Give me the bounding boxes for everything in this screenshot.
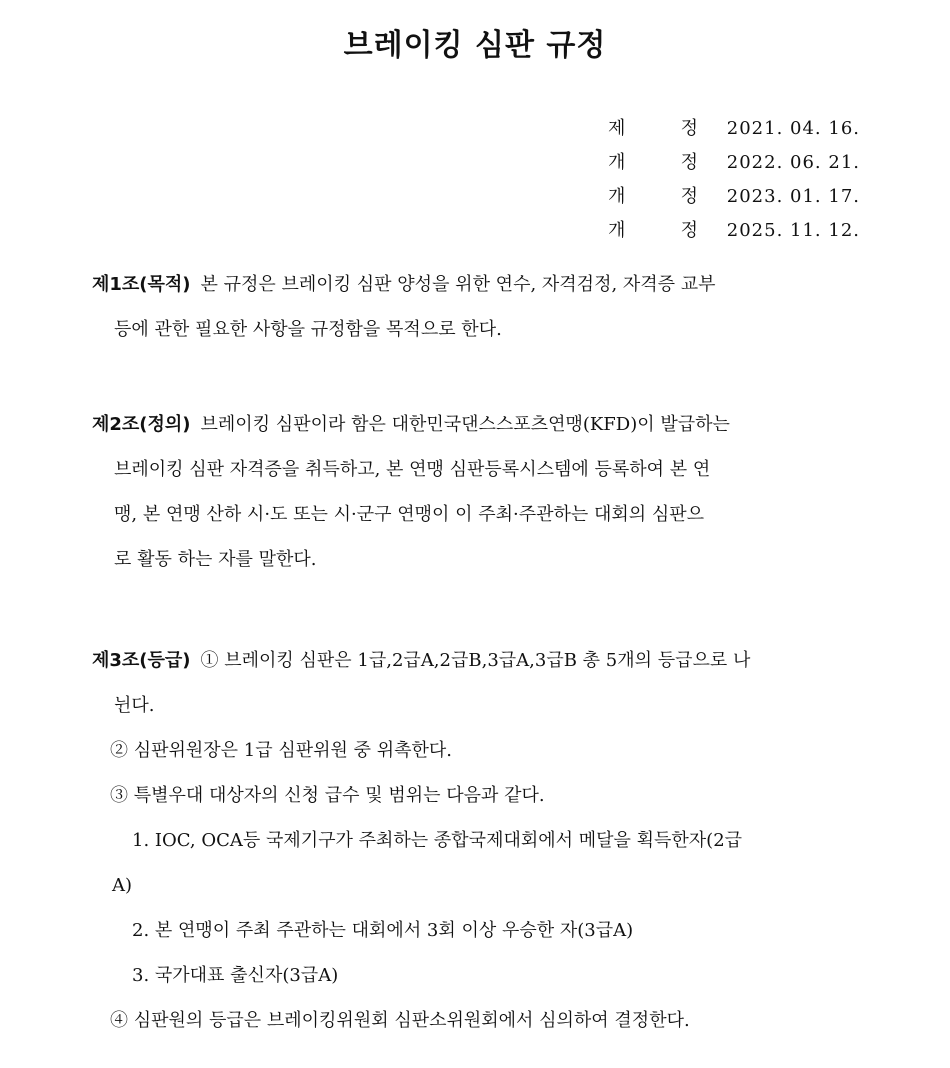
- revision-kind-char: 개: [608, 152, 626, 173]
- revision-row: [600, 214, 870, 248]
- revision-kind-char: 정: [680, 118, 698, 139]
- revision-row: [600, 180, 870, 214]
- document-title: 브레이킹 심판 규정: [343, 28, 607, 63]
- revision-kind: [608, 112, 698, 146]
- revision-date: 2023. 01. 17.: [726, 186, 860, 207]
- article-3-item-1: ① 브레이킹 심판은 1급,2급A,2급B,3급A,3급B 총 5개의 등급으로 나: [200, 650, 751, 671]
- article-2-line: 브레이킹 심판 자격증을 취득하고, 본 연맹 심판등록시스템에 등록하여 본 연: [114, 459, 711, 480]
- article-3-heading: 제3조(등급): [92, 650, 191, 671]
- revision-date: 2021. 04. 16.: [726, 118, 860, 139]
- revision-kind: [608, 214, 698, 248]
- article-1: [92, 262, 860, 352]
- article-2-text: 브레이킹 심판이라 함은 대한민국댄스스포츠연맹(KFD)이 발급하는: [200, 414, 730, 435]
- article-3-subitem-2: 2. 본 연맹이 주최 주관하는 대회에서 3회 이상 우승한 자(3급A): [132, 920, 634, 941]
- article-2-heading: 제2조(정의): [92, 414, 191, 435]
- revision-kind-char: 정: [680, 152, 698, 173]
- article-3-item-4: ④ 심판원의 등급은 브레이킹위원회 심판소위원회에서 심의하여 결정한다.: [110, 1010, 690, 1031]
- article-3-subitem-3: 3. 국가대표 출신자(3급A): [132, 965, 339, 986]
- article-3: [92, 638, 860, 1043]
- revision-kind-char: 제: [608, 118, 626, 139]
- article-2-line: 맹, 본 연맹 산하 시·도 또는 시·군구 연맹이 이 주최·주관하는 대회의 심판으: [114, 504, 705, 525]
- revision-kind-char: 개: [608, 186, 626, 207]
- article-1-line: 등에 관한 필요한 사항을 규정함을 목적으로 한다.: [114, 319, 502, 340]
- article-2-line: 로 활동 하는 자를 말한다.: [114, 549, 317, 570]
- article-3-subitem-1: 1. IOC, OCA등 국제기구가 주최하는 종합국제대회에서 메달을 획득한자(2급: [132, 830, 743, 851]
- article-3-line: [92, 638, 860, 683]
- revision-kind: [608, 146, 698, 180]
- article-1-heading: 제1조(목적): [92, 274, 191, 295]
- revision-date: 2022. 06. 21.: [726, 152, 860, 173]
- revision-row: [600, 146, 870, 180]
- revision-row: [600, 112, 870, 146]
- article-3-item-2: ② 심판위원장은 1급 심판위원 중 위촉한다.: [110, 740, 452, 761]
- article-3-item-3: ③ 특별우대 대상자의 신청 급수 및 범위는 다음과 같다.: [110, 785, 545, 806]
- revision-history: [600, 112, 870, 248]
- article-2: [92, 402, 860, 582]
- revision-kind-char: 개: [608, 220, 626, 241]
- article-3-subitem-1-cont: A): [112, 875, 133, 896]
- article-3-line: 뉜다.: [114, 695, 155, 716]
- article-1-text: 본 규정은 브레이킹 심판 양성을 위한 연수, 자격검정, 자격증 교부: [200, 274, 716, 295]
- revision-kind-char: 정: [680, 186, 698, 207]
- revision-date: 2025. 11. 12.: [726, 220, 860, 241]
- article-2-line: [92, 402, 860, 447]
- revision-kind: [608, 180, 698, 214]
- article-1-line: [92, 262, 860, 307]
- revision-kind-char: 정: [680, 220, 698, 241]
